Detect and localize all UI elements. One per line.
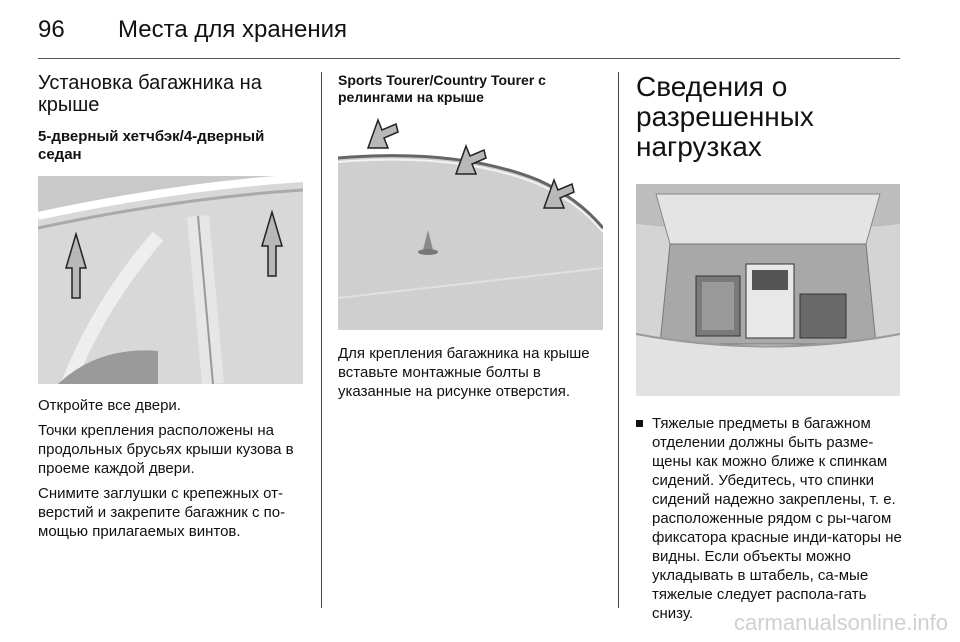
roof-rail-illustration xyxy=(338,118,603,330)
page-header xyxy=(38,16,918,56)
column-divider xyxy=(618,72,619,608)
paragraph: Откройте все двери. xyxy=(38,397,181,414)
list-item xyxy=(636,414,904,623)
roof-mounting-illustration xyxy=(38,176,303,384)
bullet-text: Тяжелые предметы в багажном отделении должны быть разме-щены как можно ближе к спинкам сидений. Убедитесь, что спинки сидений надежно закреплены, т. е. расположенные рядом с ры-чагом фиксатора красные инди-каторы не видны. Если объекты можно укладывать в штабель, са-мые тяжелые следует распола-гать снизу. xyxy=(652,415,902,622)
paragraph: Для крепления багажника на крыше вставьте монтажные болты в указанные на рисунке отверстия. xyxy=(338,345,590,400)
subsection-heading: 5-дверный хетчбэк/4-дверный седан xyxy=(38,128,265,163)
header-divider xyxy=(38,58,900,59)
paragraph: Точки крепления расположены на продольных брусьях крыши кузова в проеме каждой двери. xyxy=(38,422,294,477)
section-heading: Сведения о разрешенных нагрузках xyxy=(636,71,814,162)
page-title: Места для хранения xyxy=(118,16,347,43)
trunk-loading-illustration xyxy=(636,184,900,396)
column-load-information xyxy=(636,72,904,623)
section-heading: Установка багажника на крыше xyxy=(38,72,262,116)
bullet-icon xyxy=(636,420,643,427)
page-number: 96 xyxy=(38,16,65,43)
paragraph: Снимите заглушки с крепежных от-верстий и закрепите багажник с по-мощью прилагаемых винтов. xyxy=(38,485,286,540)
watermark: carmanualsonline.info xyxy=(733,610,948,635)
subsection-heading: Sports Tourer/Country Tourer с релингами на крыше xyxy=(338,72,546,105)
column-roof-rails xyxy=(338,72,603,407)
column-roof-rack-sedan xyxy=(38,72,303,547)
column-divider xyxy=(321,72,322,608)
